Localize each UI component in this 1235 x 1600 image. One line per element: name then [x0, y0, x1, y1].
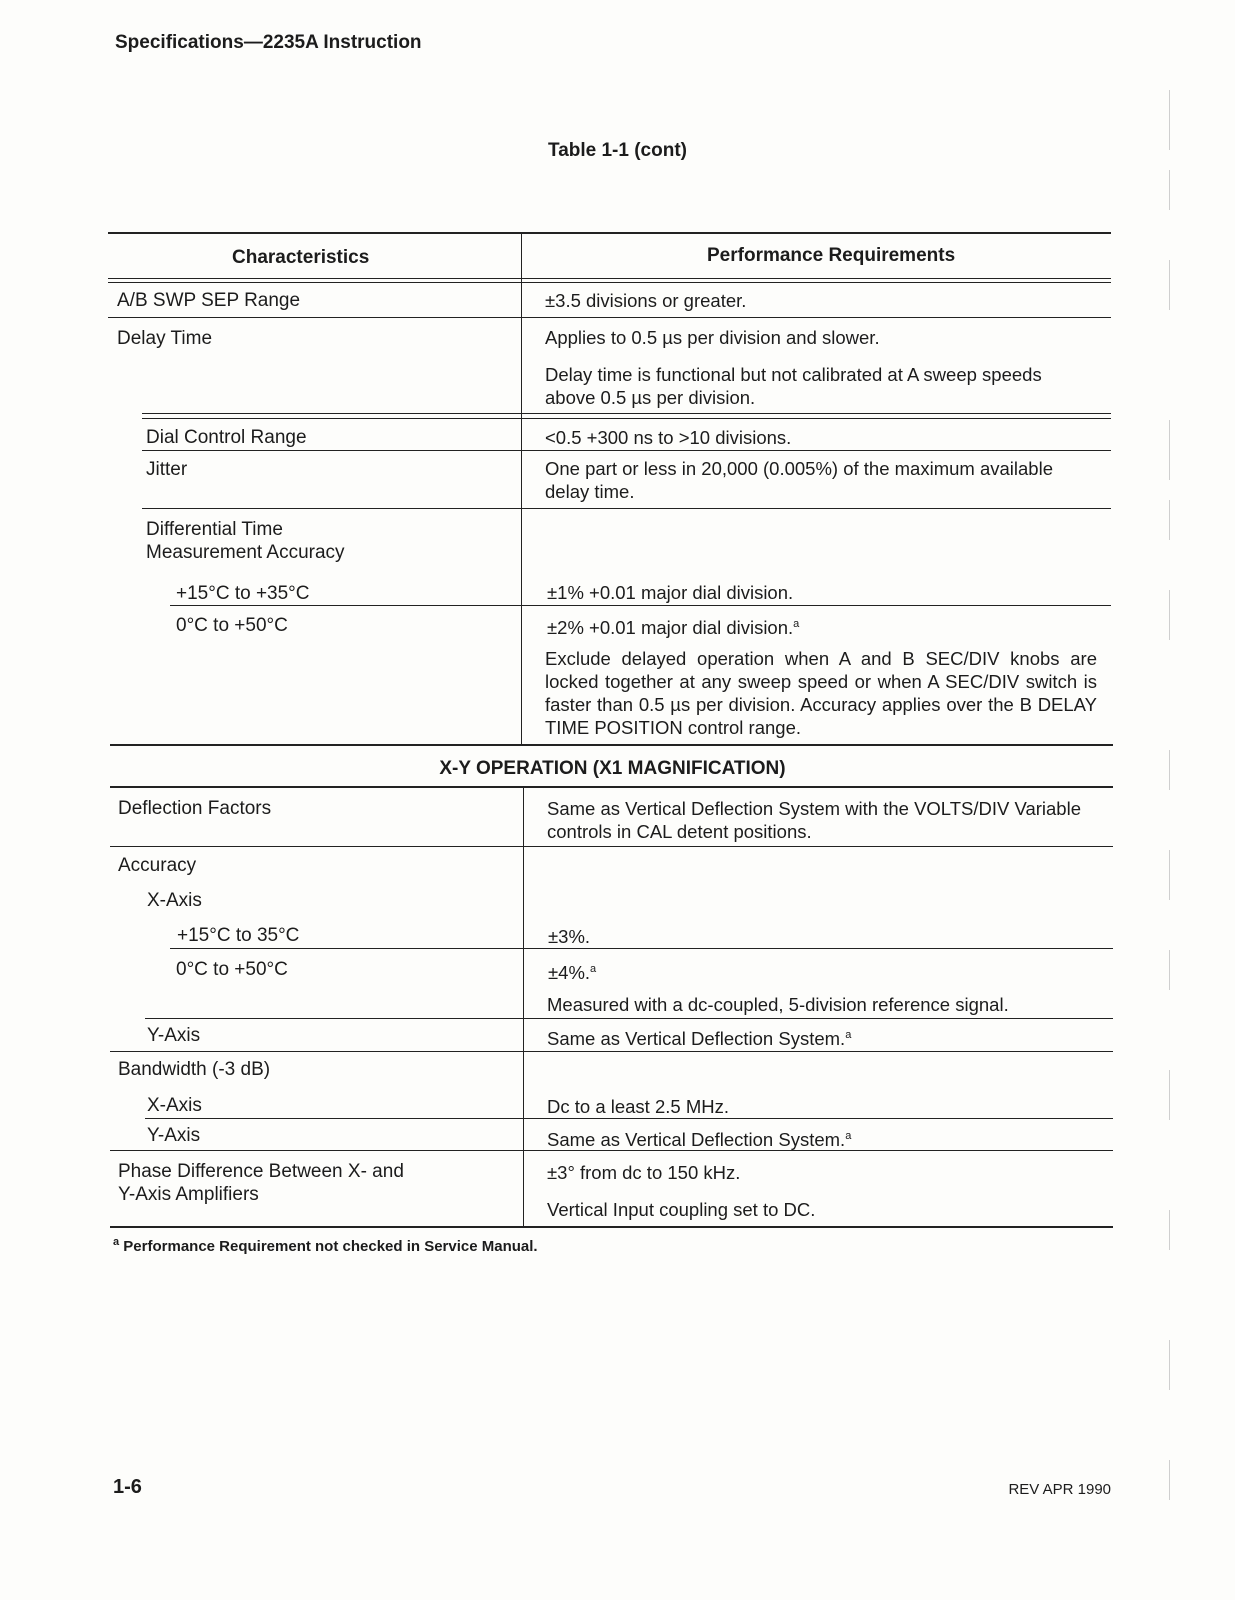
row-accuracy-y-axis-req: Same as Vertical Deflection System.$^a$ — [547, 1028, 852, 1050]
row-xaxis-0-50-req-1: ±4%.$^a$ — [548, 962, 597, 984]
row-rule — [142, 413, 1111, 414]
row-bandwidth-y-axis-req: Same as Vertical Deflection System.$^a$ — [547, 1129, 852, 1151]
row-dt-15-35-req: ±1% +0.01 major dial division. — [547, 582, 794, 603]
footnote-mark: a — [845, 1029, 852, 1041]
row-dt-0-50: 0°C to +50°C — [176, 615, 288, 636]
row-deflection-factors-req: Same as Vertical Deflection System with the VOLTS/DIV Variable controls in CAL detent positions. — [547, 798, 1081, 842]
row-delay-time-req-1: Applies to 0.5 µs per division and slower. — [545, 327, 880, 348]
row-rule — [142, 418, 1111, 419]
row-dt-0-50-req-1: ±2% +0.01 major dial division.$^a$ — [547, 617, 800, 639]
section-rule-top — [110, 744, 1113, 746]
row-accuracy-x-axis: X-Axis — [147, 890, 202, 911]
row-deflection-factors: Deflection Factors — [118, 798, 272, 819]
row-bandwidth-y-axis: Y-Axis — [147, 1125, 201, 1146]
column-divider-lower — [523, 787, 524, 1226]
page-header: Specifications—2235A Instruction — [115, 32, 422, 53]
col-header-performance: Performance Requirements — [707, 245, 956, 266]
row-dt-15-35: +15°C to +35°C — [176, 583, 310, 604]
binding-margin-marks — [1165, 90, 1185, 1510]
col-header-characteristics: Characteristics — [232, 247, 370, 268]
revision-date: REV APR 1990 — [1008, 1481, 1111, 1498]
row-rule — [110, 1051, 1113, 1052]
footnote-text: Performance Requirement not checked in Service Manual. — [123, 1238, 538, 1255]
table-title: Table 1-1 (cont) — [548, 140, 687, 161]
row-ab-swp-sep-range: A/B SWP SEP Range — [117, 290, 301, 311]
row-differential-time: Differential Time — [146, 519, 283, 540]
row-phase-difference-req-1: ±3° from dc to 150 kHz. — [547, 1162, 741, 1183]
row-rule — [145, 1118, 1113, 1119]
row-bandwidth: Bandwidth (-3 dB) — [118, 1059, 271, 1080]
header-rule-1 — [108, 278, 1111, 279]
row-phase-difference: Phase Difference Between X- and — [118, 1161, 404, 1182]
row-jitter-req: One part or less in 20,000 (0.005%) of the maximum available delay time. — [545, 458, 1053, 502]
row-rule — [170, 948, 1113, 949]
row-delay-time: Delay Time — [117, 328, 213, 349]
row-differential-time-2: Measurement Accuracy — [146, 542, 345, 563]
footnote-mark: a — [845, 1130, 852, 1142]
row-xaxis-15-35-req: ±3%. — [548, 926, 591, 947]
header-rule-2 — [108, 282, 1111, 283]
page-number: 1-6 — [113, 1476, 142, 1498]
row-jitter: Jitter — [146, 459, 188, 480]
row-phase-difference-req-2: Vertical Input coupling set to DC. — [547, 1199, 816, 1220]
row-xaxis-0-50: 0°C to +50°C — [176, 959, 288, 980]
row-rule — [108, 317, 1111, 318]
table-bottom-rule — [110, 1226, 1113, 1228]
footnote-marker: a — [113, 1236, 120, 1248]
row-dial-control-range-req: <0.5 +300 ns to >10 divisions. — [545, 427, 792, 448]
row-dt-0-50-req-2: Exclude delayed operation when A and B SEC/DIV knobs are locked together at any sweep speed or when A SEC/DIV switch is faster than 0.5 µs per division. Accuracy applies over the B DELAY TIME POSITION control range. — [545, 648, 1097, 738]
row-xaxis-15-35: +15°C to 35°C — [177, 925, 300, 946]
row-rule — [142, 450, 1111, 451]
row-accuracy-y-axis: Y-Axis — [147, 1025, 201, 1046]
row-ab-swp-sep-range-req: ±3.5 divisions or greater. — [545, 290, 747, 311]
row-bandwidth-x-axis: X-Axis — [147, 1095, 202, 1116]
column-divider-upper — [521, 232, 522, 745]
row-dial-control-range: Dial Control Range — [146, 427, 307, 448]
section-rule-bottom — [110, 786, 1113, 788]
row-bandwidth-x-axis-req: Dc to a least 2.5 MHz. — [547, 1096, 729, 1117]
footnote — [113, 1236, 538, 1255]
row-delay-time-req-2: Delay time is functional but not calibrated at A sweep speeds above 0.5 µs per division. — [545, 364, 1042, 408]
row-rule — [145, 1018, 1113, 1019]
section-xy-operation: X-Y OPERATION (X1 MAGNIFICATION) — [439, 758, 786, 779]
footnote-mark: a — [793, 618, 800, 630]
table-top-rule — [108, 232, 1111, 234]
row-rule — [170, 605, 1111, 606]
row-xaxis-0-50-req-2: Measured with a dc-coupled, 5-division reference signal. — [547, 994, 1009, 1015]
row-phase-difference-2: Y-Axis Amplifiers — [118, 1184, 259, 1205]
row-accuracy: Accuracy — [118, 855, 197, 876]
row-rule — [142, 508, 1111, 509]
row-rule — [110, 1150, 1113, 1151]
row-rule — [110, 846, 1113, 847]
footnote-mark: a — [590, 963, 597, 975]
